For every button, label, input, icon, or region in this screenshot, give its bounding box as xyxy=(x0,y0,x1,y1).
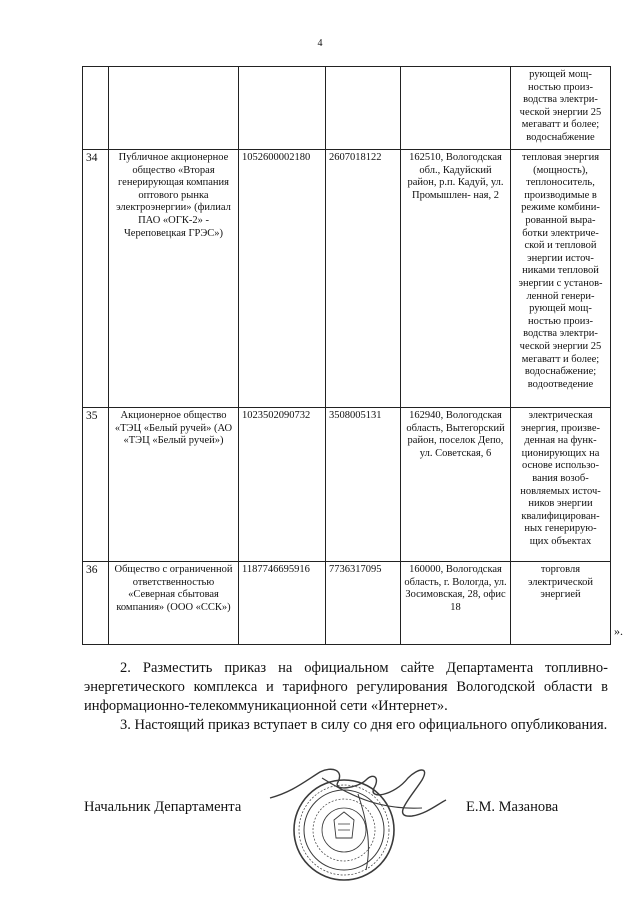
table-row xyxy=(83,67,611,150)
inn-cell: 3508005131 xyxy=(326,408,401,562)
inn-cell xyxy=(326,67,401,150)
organization-name-cell: Публичное акционерное общество «Вторая генерирующая компания оптового рынка электроэнергии» (филиал ПАО «ОГК-2» - Череповецкая ГРЭС») xyxy=(109,150,239,408)
page-number: 4 xyxy=(317,38,323,49)
organization-name-cell xyxy=(109,67,239,150)
row-number-cell: 35 xyxy=(83,408,109,562)
activity-cell: рующей мощ- ностью произ- водства электри- ческой энергии 25 мегаватт и более; водоснабжение xyxy=(511,67,611,150)
table-row xyxy=(83,562,611,645)
signatory-title: Начальник Департамента xyxy=(84,799,242,815)
inn-cell: 2607018122 xyxy=(326,150,401,408)
registry-table xyxy=(82,66,611,645)
organization-name-cell: Общество с ограниченной ответственностью «Северная сбытовая компания» (ООО «ССК») xyxy=(109,562,239,645)
address-cell: 160000, Вологодская область, г. Вологда, ул. Зосимовская, 28, офис 18 xyxy=(401,562,511,645)
activity-cell: электрическая энергия, произве- денная на функ- ционирующих на основе использо- вания возоб- новляемых источ- ников энергии квалифицирован- ных генерирую- щих объектах xyxy=(511,408,611,562)
address-cell xyxy=(401,67,511,150)
row-number-cell xyxy=(83,67,109,150)
row-number-cell: 36 xyxy=(83,562,109,645)
paragraph-3: 3. Настоящий приказ вступает в силу со дня его официального опубликования. xyxy=(120,717,608,733)
organization-name-cell: Акционерное общество «ТЭЦ «Белый ручей» (АО «ТЭЦ «Белый ручей») xyxy=(109,408,239,562)
closing-quote: ». xyxy=(614,624,623,638)
inn-cell: 7736317095 xyxy=(326,562,401,645)
table-row xyxy=(83,408,611,562)
activity-cell: тепловая энергия (мощность), теплоноситель, производимые в режиме комбини- рованной выра- ботки электриче- ской и тепловой энергии источ- никами тепловой энергии с установ- ленной генери- рующей мощ- ностью произ- водства электри- ческой энергии 25 мегаватт и более; водоснабжение; водоотведение xyxy=(511,150,611,408)
address-cell: 162940, Вологодская область, Вытегорский район, поселок Депо, ул. Советская, 6 xyxy=(401,408,511,562)
ogrn-cell xyxy=(239,67,326,150)
official-seal-with-signature xyxy=(262,758,452,886)
paragraph-2: 2. Разместить приказ на официальном сайте Департамента топливно-энергетического комплекса и тарифного регулирования Вологодской области в информационно-телекоммуникационной сети «Интернет». xyxy=(84,660,608,714)
ogrn-cell: 1023502090732 xyxy=(239,408,326,562)
ogrn-cell: 1052600002180 xyxy=(239,150,326,408)
signatory-name: Е.М. Мазанова xyxy=(466,799,559,815)
ogrn-cell: 1187746695916 xyxy=(239,562,326,645)
address-cell: 162510, Вологодская обл., Кадуйский район, р.п. Кадуй, ул. Промышлен- ная, 2 xyxy=(401,150,511,408)
activity-cell: торговля электрической энергией xyxy=(511,562,611,645)
table-row xyxy=(83,150,611,408)
row-number-cell: 34 xyxy=(83,150,109,408)
